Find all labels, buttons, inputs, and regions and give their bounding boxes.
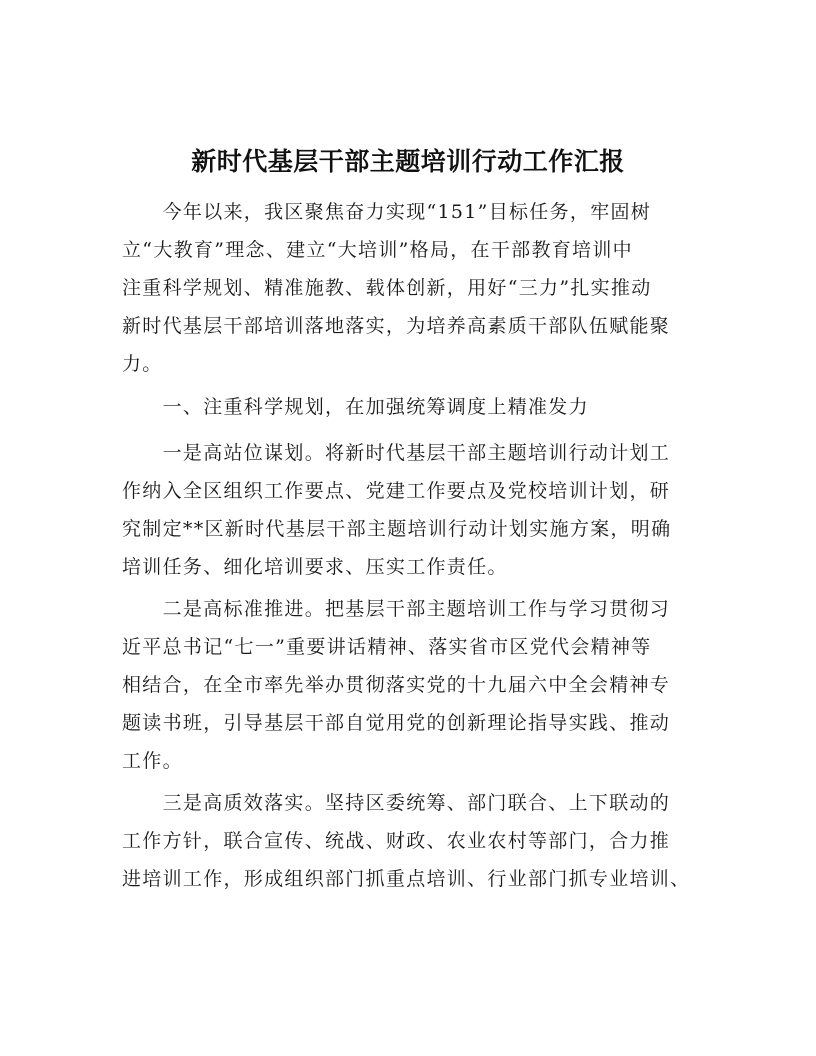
paragraph-line: 相结合，在全市率先举办贯彻落实党的十九届六中全会精神专 [122, 674, 671, 696]
paragraph-line: 新时代基层干部培训落地落实，为培养高素质干部队伍赋能聚 [122, 315, 671, 337]
section-heading-1 [122, 388, 698, 426]
paragraph-line: 力。 [122, 353, 163, 375]
paragraph-line: 进培训工作，形成组织部门抓重点培训、行业部门抓专业培训、 [122, 868, 691, 890]
paragraph-point-3 [122, 784, 698, 898]
paragraph-line: 题读书班，引导基层干部自觉用党的创新理论指导实践、推动 [122, 712, 671, 734]
paragraph-line: 究制定**区新时代基层干部主题培训行动计划实施方案，明确 [122, 518, 672, 540]
paragraph-line: 作纳入全区组织工作要点、党建工作要点及党校培训计划，研 [122, 480, 671, 502]
paragraph-line: 工作方针，联合宣传、统战、财政、农业农村等部门，合力推 [122, 830, 671, 852]
paragraph-line: 二是高标准推进。把基层干部主题培训工作与学习贯彻习 [122, 598, 671, 620]
paragraph-intro [122, 193, 698, 383]
paragraph-line: 近平总书记“七一”重要讲话精神、落实省市区党代会精神等 [122, 636, 652, 658]
paragraph-line: 三是高质效落实。坚持区委统筹、部门联合、上下联动的 [122, 792, 671, 814]
document-title: 新时代基层干部主题培训行动工作汇报 [191, 147, 625, 176]
paragraph-line: 一是高站位谋划。将新时代基层干部主题培训行动计划工 [122, 442, 671, 464]
paragraph-point-1 [122, 434, 698, 586]
paragraph-line: 工作。 [122, 750, 183, 772]
paragraph-line: 今年以来，我区聚焦奋力实现“151”目标任务，牢固树 [122, 201, 652, 223]
paragraph-line: 立“大教育”理念、建立“大培训”格局，在干部教育培训中 [122, 239, 633, 261]
paragraph-line: 培训任务、细化培训要求、压实工作责任。 [122, 556, 508, 578]
heading-line: 一、注重科学规划，在加强统筹调度上精准发力 [122, 396, 589, 418]
paragraph-point-2 [122, 590, 698, 780]
paragraph-line: 注重科学规划、精准施教、载体创新，用好“三力”扎实推动 [122, 277, 652, 299]
